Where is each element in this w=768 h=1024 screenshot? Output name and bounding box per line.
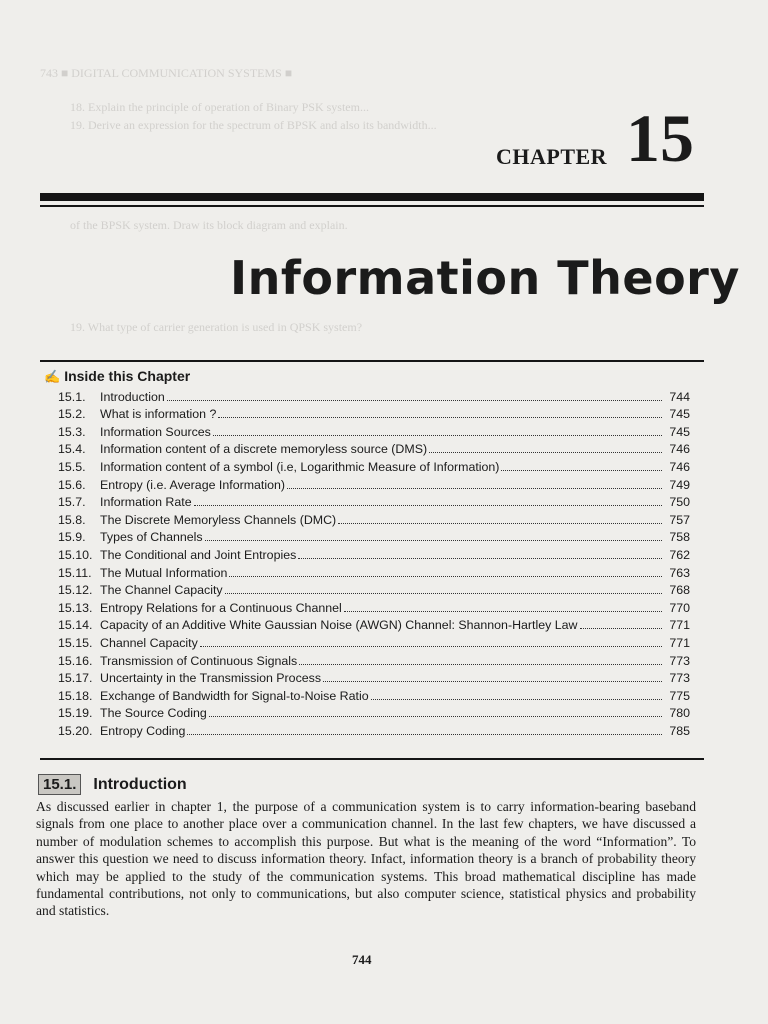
toc-entry-page: 773 (669, 653, 690, 668)
toc-leader-dots (200, 645, 662, 647)
toc-entry-page: 768 (669, 583, 690, 598)
toc-entry-page: 770 (669, 600, 690, 615)
toc-leader-dots (338, 522, 662, 524)
toc-entry (58, 527, 690, 545)
toc-entry-page: 746 (669, 459, 690, 474)
toc-entry-title: Entropy Coding (100, 723, 186, 738)
toc-entry (58, 685, 690, 703)
toc-entry-title: The Conditional and Joint Entropies (100, 547, 297, 562)
toc-entry (58, 456, 690, 474)
toc-leader-dots (187, 733, 662, 735)
toc-entry-title: Information content of a symbol (i.e, Logarithmic Measure of Information) (100, 459, 500, 474)
header-rule (40, 193, 704, 201)
toc-entry-page: 773 (669, 671, 690, 686)
toc-entry-page: 750 (669, 495, 690, 510)
toc-leader-dots (229, 575, 662, 577)
toc-entry-page: 745 (669, 407, 690, 422)
toc-entry-number: 15.11. (58, 565, 92, 580)
toc-entry-page: 749 (669, 477, 690, 492)
toc-entry (58, 720, 690, 738)
toc-leader-dots (298, 557, 662, 559)
toc-entry-page: 780 (669, 706, 690, 721)
toc-entry (58, 668, 690, 686)
inside-chapter-heading (44, 368, 190, 385)
toc-leader-dots (213, 434, 662, 436)
toc-entry-number: 15.20. (58, 723, 93, 738)
toc-entry-number: 15.2. (58, 407, 86, 422)
toc-entry-number: 15.18. (58, 688, 93, 703)
header-rule-thin (40, 205, 704, 207)
toc-leader-dots (429, 451, 662, 453)
toc-entry-title: What is information ? (100, 407, 217, 422)
inside-chapter-label: Inside this Chapter (64, 368, 191, 384)
toc-entry-page: 771 (669, 618, 690, 633)
toc-entry (58, 650, 690, 668)
toc-entry-page: 745 (669, 424, 690, 439)
toc-entry-number: 15.15. (58, 635, 93, 650)
toc-entry-title: Channel Capacity (100, 635, 198, 650)
toc-entry-page: 758 (669, 530, 690, 545)
toc-entry-number: 15.12. (58, 583, 93, 598)
toc-entry-number: 15.1. (58, 389, 86, 404)
section-number: 15.1. (38, 774, 81, 795)
section-title: Introduction (93, 775, 187, 793)
bleed-through-header: 743 ■ DIGITAL COMMUNICATION SYSTEMS ■ (40, 66, 293, 80)
toc-entry-title: The Discrete Memoryless Channels (DMC) (100, 512, 337, 527)
toc-entry-title: Information Rate (100, 495, 192, 510)
page-number: 744 (352, 952, 372, 967)
toc-leader-dots (344, 610, 662, 612)
toc-entry-page: 757 (669, 512, 690, 527)
toc-entry (58, 474, 690, 492)
toc-entry-page: 762 (669, 547, 690, 562)
toc-entry-page: 763 (669, 565, 690, 580)
bleed-through-line: of the BPSK system. Draw its block diagram and explain. (70, 218, 348, 232)
toc-entry-title: The Mutual Information (100, 565, 228, 580)
toc-leader-dots (287, 487, 662, 489)
toc-leader-dots (194, 504, 662, 506)
toc-leader-dots (299, 663, 662, 665)
toc-entry-title: Exchange of Bandwidth for Signal-to-Noise Ratio (100, 688, 369, 703)
table-of-contents (58, 386, 690, 738)
toc-entry-title: Information Sources (100, 424, 211, 439)
toc-entry-number: 15.19. (58, 706, 93, 721)
toc-leader-dots (501, 469, 662, 471)
toc-entry (58, 562, 690, 580)
chapter-title: Information Theory (230, 251, 740, 305)
toc-entry-number: 15.5. (58, 459, 86, 474)
toc-entry-page: 744 (669, 389, 690, 404)
toc-leader-dots (218, 416, 662, 418)
toc-entry-title: Types of Channels (100, 530, 203, 545)
toc-entry-number: 15.8. (58, 512, 86, 527)
toc-entry (58, 509, 690, 527)
toc-entry-title: Entropy (i.e. Average Information) (100, 477, 286, 492)
toc-leader-dots (371, 698, 662, 700)
toc-entry (58, 386, 690, 404)
toc-entry-number: 15.17. (58, 671, 93, 686)
pen-icon: ✍ (44, 369, 61, 384)
toc-entry-number: 15.10. (58, 547, 93, 562)
chapter-label: CHAPTER (496, 144, 608, 169)
toc-entry-number: 15.16. (58, 653, 93, 668)
toc-bottom-rule (40, 758, 704, 760)
section-heading (38, 774, 187, 795)
toc-entry-number: 15.14. (58, 618, 93, 633)
toc-entry (58, 703, 690, 721)
toc-entry (58, 421, 690, 439)
toc-entry-title: Capacity of an Additive White Gaussian Noise (AWGN) Channel: Shannon-Hartley Law (100, 618, 578, 633)
toc-entry-title: Transmission of Continuous Signals (100, 653, 298, 668)
toc-leader-dots (225, 592, 662, 594)
bleed-through-line: 19. Derive an expression for the spectrum of BPSK and also its bandwidth... (70, 118, 437, 132)
toc-entry (58, 492, 690, 510)
toc-entry-number: 15.13. (58, 600, 93, 615)
toc-leader-dots (205, 539, 662, 541)
toc-leader-dots (167, 399, 662, 401)
toc-entry-number: 15.3. (58, 424, 86, 439)
bleed-through-line: 18. Explain the principle of operation of Binary PSK system... (70, 100, 369, 114)
toc-leader-dots (323, 680, 662, 682)
toc-entry-title: The Channel Capacity (100, 583, 223, 598)
toc-entry-number: 15.7. (58, 495, 86, 510)
toc-entry (58, 439, 690, 457)
toc-entry-number: 15.4. (58, 442, 86, 457)
toc-entry-title: Uncertainty in the Transmission Process (100, 671, 322, 686)
toc-entry (58, 544, 690, 562)
toc-entry-page: 775 (669, 688, 690, 703)
toc-entry-number: 15.9. (58, 530, 86, 545)
toc-leader-dots (580, 627, 663, 629)
chapter-number: 15 (626, 100, 694, 176)
toc-entry (58, 580, 690, 598)
toc-entry (58, 615, 690, 633)
toc-leader-dots (209, 715, 662, 717)
toc-entry (58, 597, 690, 615)
section-body: As discussed earlier in chapter 1, the purpose of a communication system is to carry information-bearing baseband signals from one place to another place over a communication channel. In the last few chapters, we have discussed a number of modulation schemes to accomplish this purpose. But what is the meaning of the word “Information”. To answer this question we need to discuss information theory. Infact, information theory is a branch of probability theory which may be applied to the study of the communication systems. This broad mathematical discipline has made fundamental contributions, not only to communications, but also computer science, statistical physics and probability and statistics. (36, 799, 696, 919)
toc-entry-page: 785 (669, 723, 690, 738)
toc-entry-page: 771 (669, 635, 690, 650)
toc-entry (58, 632, 690, 650)
toc-entry-number: 15.6. (58, 477, 86, 492)
toc-entry-title: Introduction (100, 389, 165, 404)
toc-entry-title: Information content of a discrete memoryless source (DMS) (100, 442, 428, 457)
toc-entry-title: Entropy Relations for a Continuous Channel (100, 600, 342, 615)
toc-entry-title: The Source Coding (100, 706, 207, 721)
toc-entry (58, 404, 690, 422)
toc-top-rule (40, 360, 704, 362)
bleed-through-line: 19. What type of carrier generation is used in QPSK system? (70, 320, 363, 334)
toc-entry-page: 746 (669, 442, 690, 457)
